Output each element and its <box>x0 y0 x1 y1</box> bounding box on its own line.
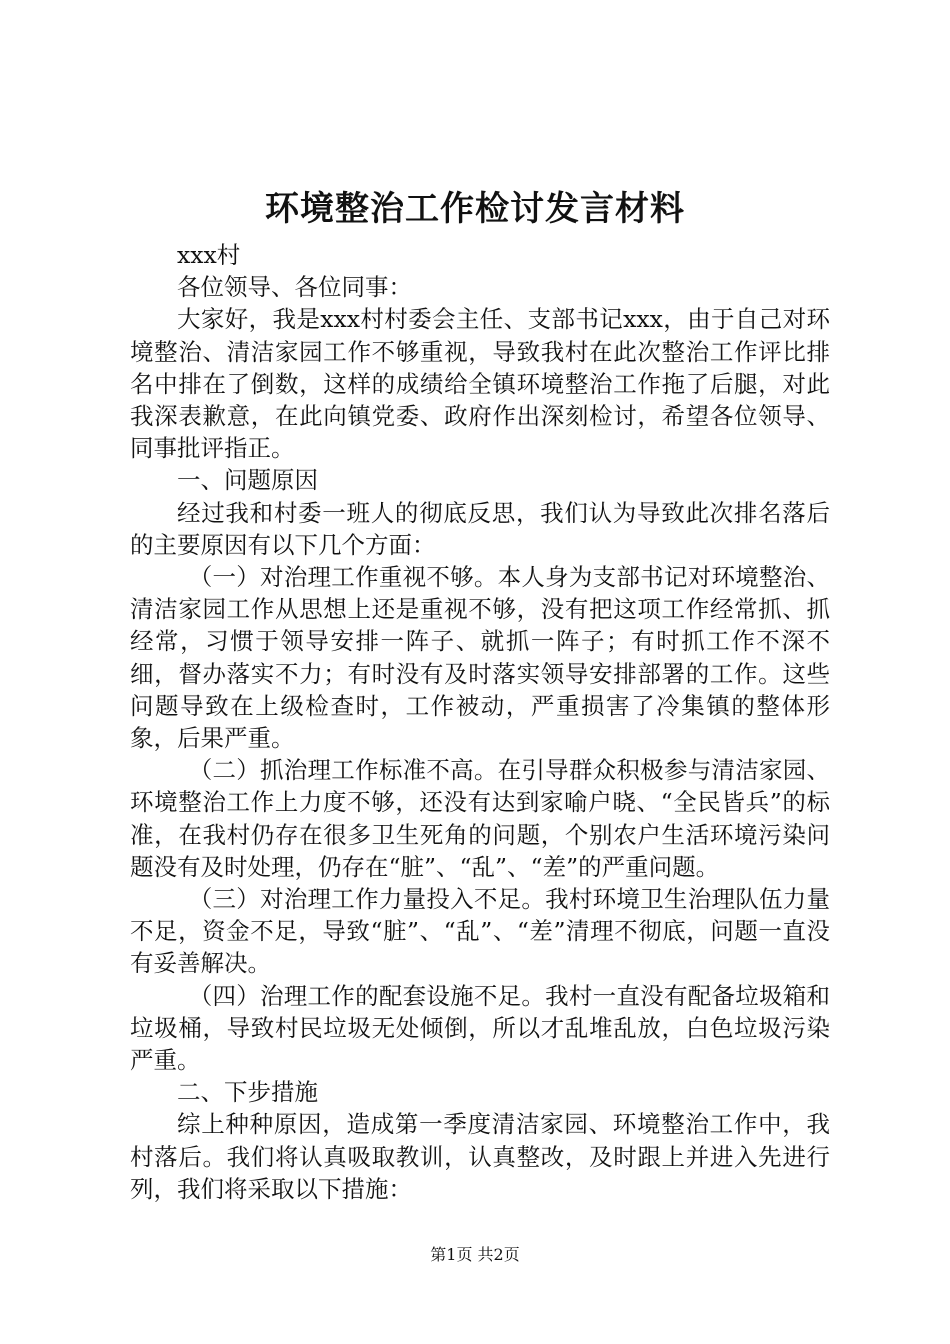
causes-intro-paragraph: 经过我和村委一班人的彻底反思，我们认为导致此次排名落后的主要原因有以下几个方面： <box>130 498 830 559</box>
cause-item-1: （一）对治理工作重视不够。本人身为支部书记对环境整治、清洁家园工作从思想上还是重视不够，没有把这项工作经常抓、抓经常，习惯于领导安排一阵子、就抓一阵子；有时抓工作不深不细，督办落实不力；有时没有及时落实领导安排部署的工作。这些问题导致在上级检查时，工作被动，严重损害了冷集镇的整体形象，后果严重。 <box>130 563 830 753</box>
cause-item-4: （四）治理工作的配套设施不足。我村一直没有配备垃圾箱和垃圾桶，导致村民垃圾无处倾倒，所以才乱堆乱放，白色垃圾污染严重。 <box>130 981 830 1075</box>
cause-item-2: （二）抓治理工作标准不高。在引导群众积极参与清洁家园、环境整治工作上力度不够，还没有达到家喻户晓、“全民皆兵”的标准，在我村仍存在很多卫生死角的问题，个别农户生活环境污染问题没有及时处理，仍存在“脏”、“乱”、“差”的严重问题。 <box>130 756 830 881</box>
salutation: 各位领导、各位同事： <box>177 273 412 302</box>
village-name: xxx村 <box>177 241 241 269</box>
section-heading-causes: 一、问题原因 <box>177 466 318 495</box>
document-body <box>130 239 830 1205</box>
opening-paragraph: 大家好，我是xxx村村委会主任、支部书记xxx，由于自己对环境整治、清洁家园工作不够重视，导致我村在此次整治工作评比排名中排在了倒数，这样的成绩给全镇环境整治工作拖了后腿，对此我深表歉意，在此向镇党委、政府作出深刻检讨，希望各位领导、同事批评指正。 <box>130 305 830 463</box>
section-heading-measures: 二、下步措施 <box>177 1078 318 1107</box>
measures-intro-paragraph: 综上种种原因，造成第一季度清洁家园、环境整治工作中，我村落后。我们将认真吸取教训，认真整改，及时跟上并进入先进行列，我们将采取以下措施： <box>130 1110 830 1203</box>
cause-item-3: （三）对治理工作力量投入不足。我村环境卫生治理队伍力量不足，资金不足，导致“脏”、“乱”、“差”清理不彻底，问题一直没有妥善解决。 <box>130 885 830 978</box>
document-title: 环境整治工作检讨发言材料 <box>265 189 685 229</box>
page-footer: 第1页 共2页 <box>430 1245 520 1264</box>
